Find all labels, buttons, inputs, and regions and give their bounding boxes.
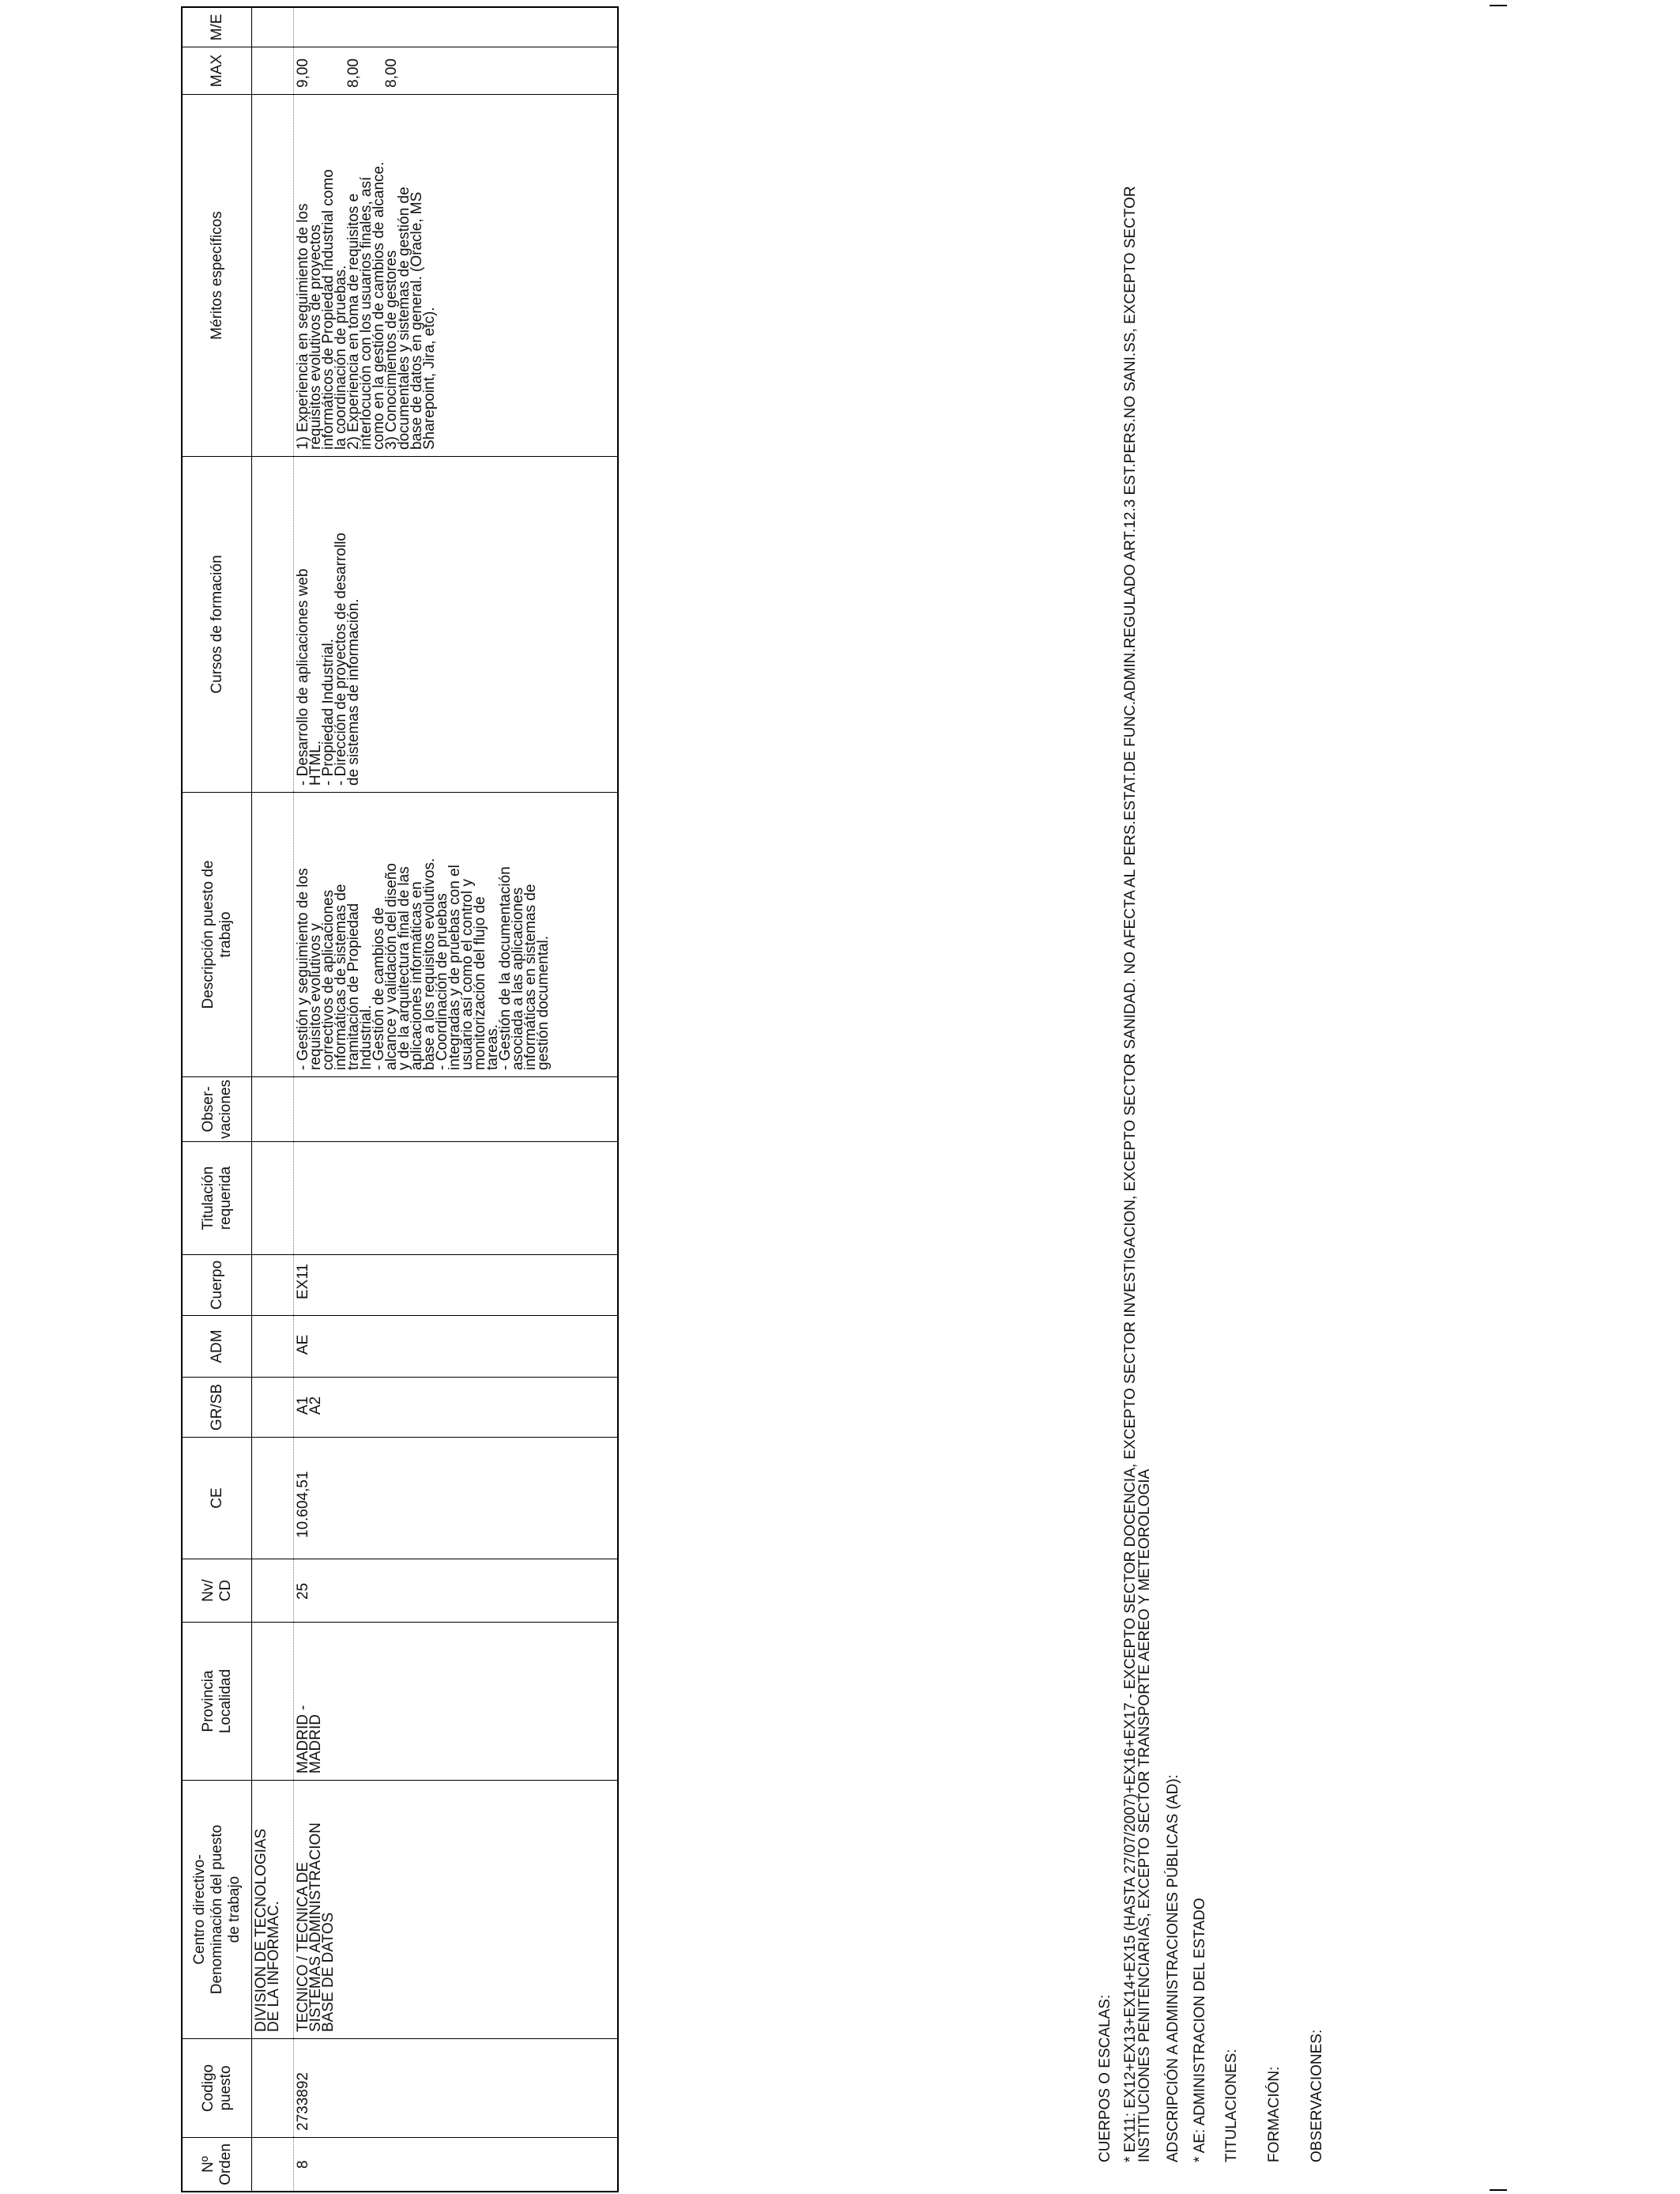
observaciones-label: OBSERVACIONES: xyxy=(1309,2029,1325,2162)
cell-cursos: - Desarrollo de aplicaciones web HTML. - Propiedad Industrial. - Dirección de proyectos de desarrollo de sistemas de información. xyxy=(295,533,362,786)
header-ce: CE xyxy=(183,1438,252,1559)
header-cuerpo: Cuerpo xyxy=(183,1255,252,1315)
col-me xyxy=(183,8,617,47)
footer-notes xyxy=(1098,28,1324,2162)
header-adm: ADM xyxy=(183,1316,252,1377)
cell-orden: 8 xyxy=(295,2160,311,2169)
header-titulacion: Titulación requerida xyxy=(183,1142,252,1254)
merito-1: 1) Experiencia en seguimiento de los requisitos evolutivos de proyectos informáticos de Propiedad Industrial como la coordinación de pruebas. xyxy=(295,169,349,450)
cell-grsb: A1 A2 xyxy=(295,1396,324,1415)
header-me: M/E xyxy=(183,8,252,47)
titulaciones-label: TITULACIONES: xyxy=(1223,2049,1240,2162)
max-3: 8,00 xyxy=(383,58,400,88)
crop-mark-right xyxy=(1490,5,1507,6)
unit-name: DIVISION DE TECNOLOGIAS DE LA INFORMAC. xyxy=(253,1828,282,2032)
formacion-label: FORMACIÓN: xyxy=(1266,2066,1283,2162)
header-descripcion: Descripción puesto de trabajo xyxy=(183,793,252,1076)
cell-meritos xyxy=(297,98,436,450)
col-max xyxy=(183,47,617,94)
cuerpos-text: * EX11: EX12+EX13+EX14+EX15 (HASTA 27/07/2007)+EX16+EX17 - EXCEPTO SECTOR DOCENCIA, EXCEPTO SECTOR INVESTIGACION, EXCEPTO SECTOR SANIDAD. NO AFECTA AL PERS.ESTAT.DE FUNC.ADMIN.REGULADO ART.12.3 EST.PERS.NO SANI.SS, EXCEPTO SECTOR INSTITUCIONES PENITENCIARIAS, EXCEPTO SECTOR TRANSPORTE AEREO Y METEOROLOGIA xyxy=(1122,186,1153,2162)
header-max: MAX xyxy=(183,47,252,94)
col-descripcion xyxy=(183,792,617,1076)
max-2: 8,00 xyxy=(345,58,362,88)
header-orden: Nº Orden xyxy=(183,2138,252,2191)
cell-adm: AE xyxy=(295,1334,311,1355)
cell-codigo: 2733892 xyxy=(295,2072,311,2131)
cell-nivel: 25 xyxy=(295,1582,311,1600)
col-codigo xyxy=(183,2038,617,2137)
cell-ce: 10.604,51 xyxy=(295,1471,311,1538)
col-provincia xyxy=(183,1622,617,1780)
col-cursos xyxy=(183,456,617,792)
max-1: 9,00 xyxy=(295,58,311,88)
header-codigo: Codigo puesto xyxy=(183,2039,252,2137)
cuerpos-title: CUERPOS O ESCALAS: xyxy=(1097,1994,1113,2162)
col-grsb xyxy=(183,1377,617,1437)
col-cuerpo xyxy=(183,1254,617,1315)
header-provincia: Provincia Localidad xyxy=(183,1623,252,1780)
crop-mark-left xyxy=(1490,2189,1507,2191)
merito-3: 3) Conocimientos de gestores documentales y sistemas de gestión de base de datos en general. (Oracle, MS Sharepoint, Jira, etc). xyxy=(383,187,438,450)
col-ce xyxy=(183,1437,617,1559)
header-grsb: GR/SB xyxy=(183,1378,252,1437)
cell-denominacion: TECNICO / TECNICA DE SISTEMAS ADMINISTRACION BASE DE DATOS xyxy=(295,1823,337,2032)
positions-table xyxy=(181,6,619,2192)
col-adm xyxy=(183,1315,617,1377)
merito-2: 2) Experiencia en toma de requisitos e interlocución con los usuarios finales, así como en la gestión de cambios de alcance. xyxy=(345,161,387,450)
col-centro xyxy=(183,1780,617,2038)
col-nivel xyxy=(183,1559,617,1622)
col-observaciones xyxy=(183,1076,617,1141)
adscripcion-title: ADSCRIPCIÓN A ADMINISTRACIONES PÚBLICAS (AD): xyxy=(1165,1774,1181,2162)
cell-max xyxy=(297,51,398,88)
col-meritos xyxy=(183,94,617,456)
header-cursos: Cursos de formación xyxy=(183,457,252,792)
col-orden xyxy=(183,2137,617,2191)
header-nivel: Nv/ CD xyxy=(183,1559,252,1622)
header-meritos: Méritos específicos xyxy=(183,95,252,456)
header-centro: Centro directivo- Denominación del puesto de trabajo xyxy=(183,1781,252,2038)
cell-cuerpo: EX11 xyxy=(295,1263,311,1299)
header-observaciones: Obser- vaciones xyxy=(183,1077,252,1141)
adscripcion-text: * AE: ADMINISTRACION DEL ESTADO xyxy=(1192,1898,1208,2162)
cell-provincia: MADRID - MADRID xyxy=(295,1705,324,1774)
cell-descripcion: - Gestión y seguimiento de los requisitos evolutivos y correctivos de aplicaciones informáticas de sistemas de tramitación de Propiedad Industrial. - Gestión de cambios de alcance y validación del diseño y de la arquitectura final de las aplicaciones informáticas en base a los requisitos evolutivos. - Coordinación de pruebas integradas y de pruebas con el usuario así como el control y monitorización del flujo de tareas. - Gestión de la documentación asociada a las aplicaciones informáticas en sistemas de gestión documental. xyxy=(295,858,552,1070)
col-titulacion xyxy=(183,1141,617,1254)
